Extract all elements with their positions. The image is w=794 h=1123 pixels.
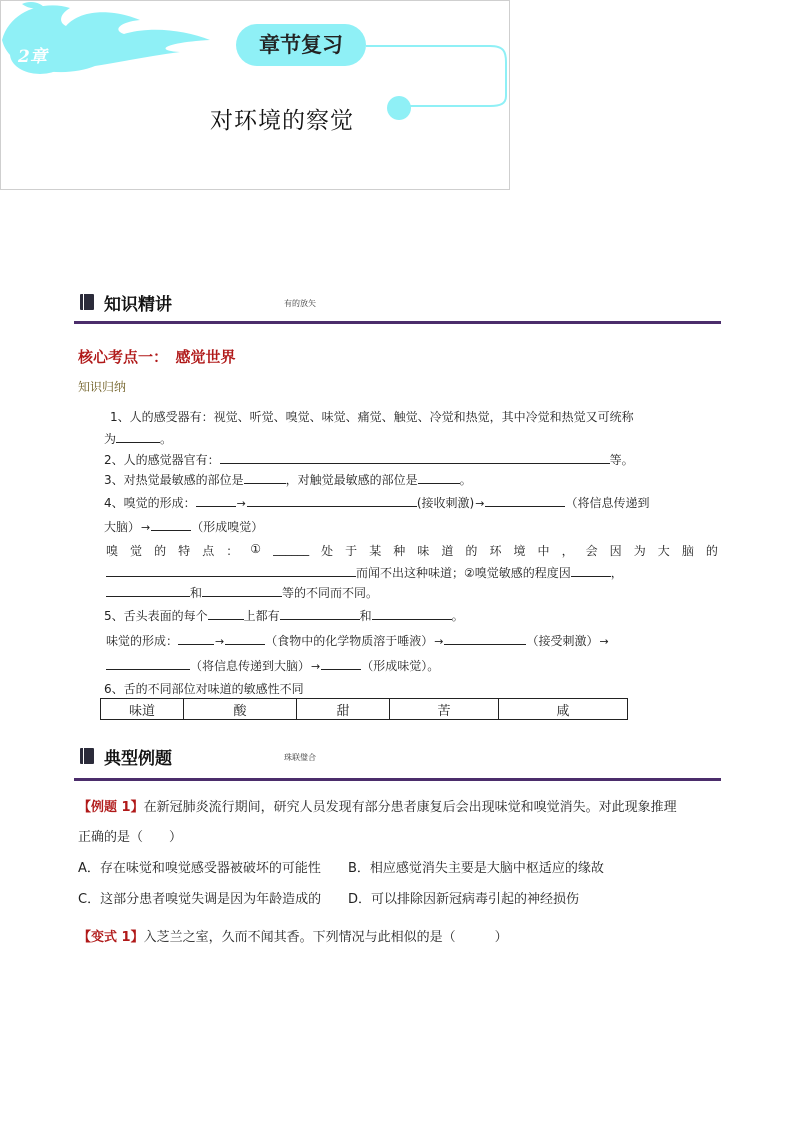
section-note: 有的放矢 bbox=[284, 299, 316, 308]
section-header-examples bbox=[76, 744, 721, 774]
blank bbox=[178, 632, 214, 645]
char: 点 bbox=[202, 544, 215, 558]
line-10 bbox=[106, 657, 439, 674]
char: 种 bbox=[393, 544, 406, 558]
line-11: 6、舌的不同部位对味道的敏感性不同 bbox=[104, 682, 304, 696]
option-a: A．存在味觉和嗅觉感受器被破坏的可能性 bbox=[78, 861, 321, 876]
blank bbox=[151, 518, 191, 531]
char: 道 bbox=[441, 544, 454, 558]
char: 大 bbox=[657, 544, 670, 558]
char: 的 bbox=[705, 544, 718, 558]
taste-table bbox=[100, 698, 628, 720]
text: 和 bbox=[190, 586, 203, 600]
text: （形成嗅觉） bbox=[191, 520, 264, 534]
text: (接收刺激) bbox=[416, 496, 475, 510]
table-cell: 味道 bbox=[101, 699, 184, 720]
char: 的 bbox=[465, 544, 478, 558]
line-6 bbox=[106, 564, 623, 581]
char: 觉 bbox=[130, 544, 143, 558]
char: 于 bbox=[345, 544, 358, 558]
example-1-stem-2: 正确的是（ ） bbox=[78, 830, 183, 845]
chapter-review-badge: 章节复习 bbox=[236, 24, 366, 66]
blank bbox=[106, 657, 190, 670]
text: （将信息传递到 bbox=[565, 496, 650, 510]
text: 和 bbox=[359, 609, 372, 623]
text: 味觉的形成： bbox=[106, 634, 179, 648]
blank bbox=[372, 607, 452, 620]
line-2 bbox=[104, 451, 634, 468]
arrow-icon: → bbox=[215, 635, 225, 648]
char: 为 bbox=[633, 544, 646, 558]
table-cell: 咸 bbox=[499, 699, 628, 720]
arrow-icon: → bbox=[599, 635, 609, 648]
example-1-stem bbox=[78, 796, 677, 815]
text: （将信息传递到大脑） bbox=[190, 659, 311, 673]
option-b: B．相应感觉消失主要是大脑中枢适应的缘故 bbox=[348, 861, 604, 876]
blank bbox=[244, 471, 286, 484]
smell-feature-line bbox=[106, 542, 718, 559]
blank bbox=[208, 607, 244, 620]
text: 。 bbox=[451, 609, 464, 623]
blank bbox=[196, 494, 236, 507]
blank bbox=[106, 584, 190, 597]
char: ， bbox=[561, 544, 574, 558]
text: （形成味觉）。 bbox=[361, 659, 440, 673]
table-cell: 酸 bbox=[184, 699, 297, 720]
line-3 bbox=[104, 471, 472, 488]
char: 特 bbox=[178, 544, 191, 558]
blank bbox=[106, 564, 356, 577]
char: 境 bbox=[513, 544, 526, 558]
blank bbox=[444, 632, 526, 645]
blank bbox=[116, 430, 160, 443]
option-c: C．这部分患者嗅觉失调是因为年龄造成的 bbox=[78, 892, 322, 907]
char: 的 bbox=[154, 544, 167, 558]
char: 处 bbox=[321, 544, 334, 558]
text: （食物中的化学物质溶于唾液） bbox=[265, 634, 434, 648]
line-4c bbox=[104, 518, 263, 535]
text: 3、对热觉最敏感的部位是 bbox=[104, 473, 244, 487]
line-4 bbox=[104, 494, 649, 511]
option-d: D．可以排除因新冠病毒引起的神经损伤 bbox=[348, 892, 580, 907]
blank bbox=[280, 607, 360, 620]
char: 某 bbox=[369, 544, 382, 558]
chapter-number: 2章 bbox=[18, 47, 47, 67]
section-divider bbox=[74, 778, 721, 781]
line-1a: 1、人的感受器有：视觉、听觉、嗅觉、味觉、痛觉、触觉、冷觉和热觉，其中冷觉和热觉又可统称 bbox=[110, 410, 634, 424]
line-8 bbox=[104, 607, 464, 624]
text: 上都有 bbox=[243, 609, 280, 623]
arrow-icon: → bbox=[311, 660, 321, 673]
text: 入芝兰之室，久而不闻其香。下列情况与此相似的是（ ） bbox=[143, 930, 508, 945]
example-tag: 【例题 1】 bbox=[78, 800, 144, 815]
text: ，对触觉最敏感的部位是 bbox=[285, 473, 418, 487]
book-icon bbox=[80, 294, 94, 310]
char: ： bbox=[226, 544, 239, 558]
char: 嗅 bbox=[106, 544, 119, 558]
text: 。 bbox=[459, 473, 472, 487]
blank bbox=[321, 657, 361, 670]
text: （接受刺激） bbox=[526, 634, 599, 648]
line-1b bbox=[104, 430, 172, 447]
section-title: 典型例题 bbox=[104, 749, 172, 769]
section-title: 知识精讲 bbox=[104, 295, 172, 315]
core-topic-heading: 核心考点一： 感觉世界 bbox=[78, 348, 236, 366]
chapter-banner bbox=[0, 0, 510, 190]
table-cell: 苦 bbox=[390, 699, 499, 720]
variant-tag: 【变式 1】 bbox=[78, 930, 144, 945]
chapter-subtitle: 对环境的察觉 bbox=[210, 108, 354, 134]
table-cell: 甜 bbox=[297, 699, 390, 720]
blank bbox=[225, 632, 265, 645]
line-7 bbox=[106, 584, 378, 601]
text: 在新冠肺炎流行期间，研究人员发现有部分患者康复后会出现味觉和嗅觉消失。对此现象推理 bbox=[143, 800, 677, 815]
blank bbox=[485, 494, 565, 507]
text: 等的不同而不同。 bbox=[282, 586, 379, 600]
blank bbox=[202, 584, 282, 597]
arrow-icon: → bbox=[141, 521, 151, 534]
arrow-icon: → bbox=[475, 497, 485, 510]
text: 5、舌头表面的每个 bbox=[104, 609, 208, 623]
char: 脑 bbox=[681, 544, 694, 558]
section-header-knowledge bbox=[76, 290, 721, 320]
text: 大脑） bbox=[104, 520, 141, 534]
text: 。 bbox=[160, 432, 173, 446]
char: 环 bbox=[489, 544, 502, 558]
section-note: 珠联璧合 bbox=[284, 753, 316, 762]
section-divider bbox=[74, 321, 721, 324]
text: 2、人的感觉器官有： bbox=[104, 453, 220, 467]
book-icon bbox=[80, 748, 94, 764]
blank bbox=[247, 494, 417, 507]
arrow-icon: → bbox=[236, 497, 246, 510]
table-row bbox=[101, 699, 628, 720]
blank bbox=[220, 451, 610, 464]
char: 会 bbox=[585, 544, 598, 558]
variant-1-stem bbox=[78, 926, 508, 945]
char: ① bbox=[250, 542, 262, 556]
knowledge-label: 知识归纳 bbox=[78, 380, 127, 394]
char: 因 bbox=[609, 544, 622, 558]
text: 等。 bbox=[609, 453, 634, 467]
blank bbox=[571, 564, 611, 577]
line-9 bbox=[106, 632, 610, 649]
text: 4、嗅觉的形成： bbox=[104, 496, 196, 510]
char: 味 bbox=[417, 544, 430, 558]
arrow-icon: → bbox=[434, 635, 444, 648]
char: ______ bbox=[273, 542, 310, 556]
char: 中 bbox=[537, 544, 550, 558]
text: 为 bbox=[104, 432, 117, 446]
blank bbox=[418, 471, 460, 484]
text: ， bbox=[610, 566, 623, 580]
text: 而闻不出这种味道；②嗅觉敏感的程度因 bbox=[356, 566, 571, 580]
